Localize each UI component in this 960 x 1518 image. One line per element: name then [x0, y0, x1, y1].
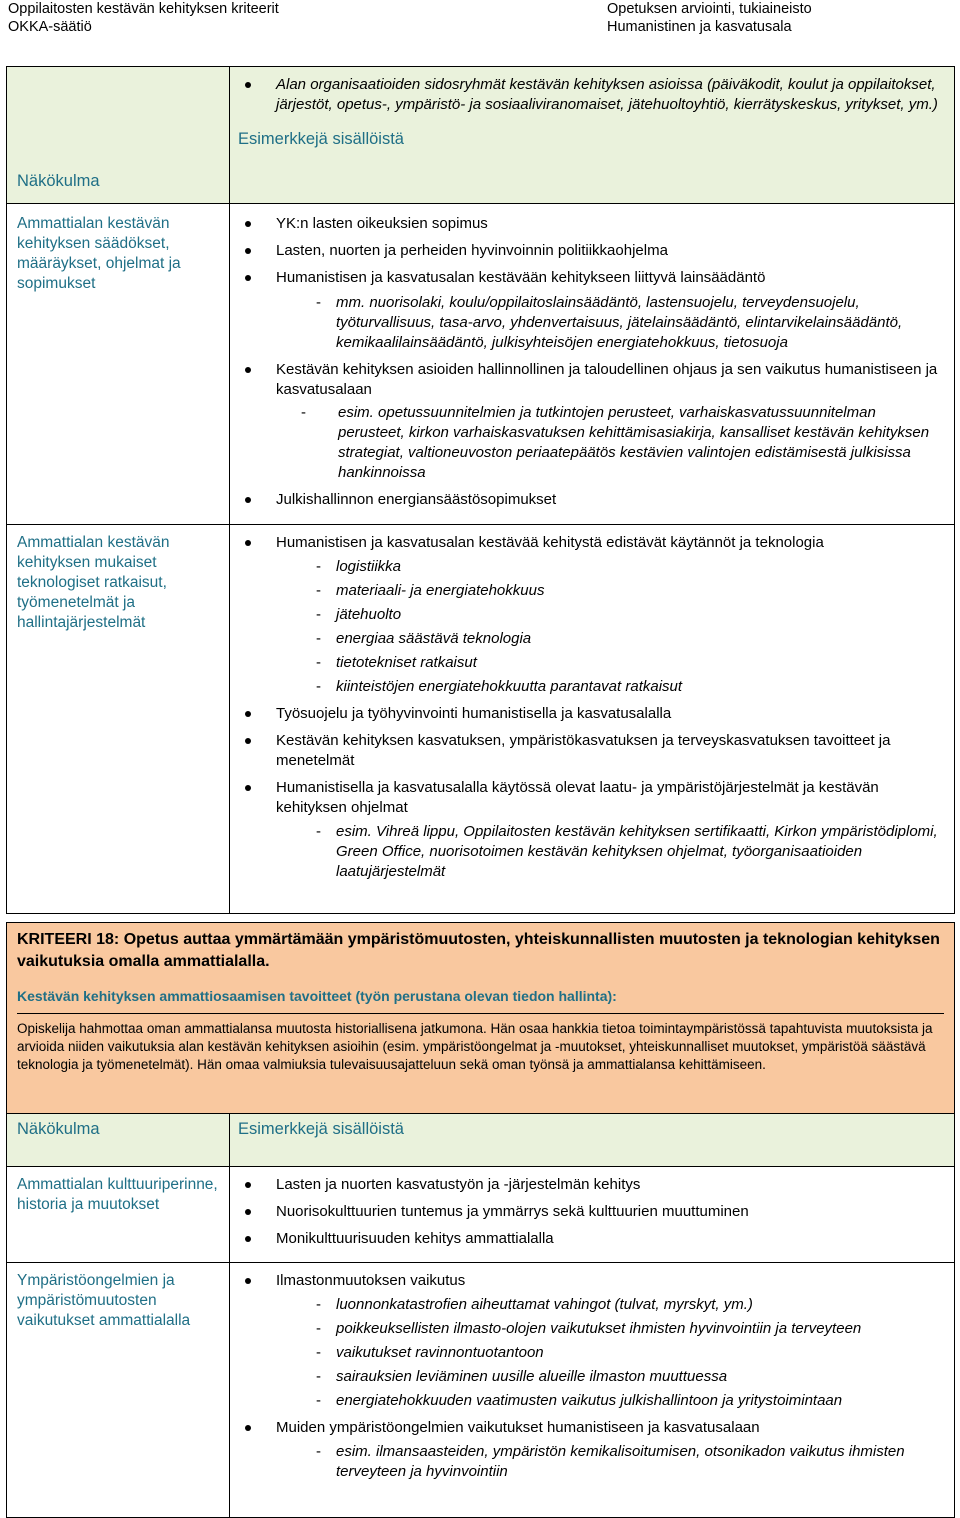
table-row	[7, 204, 955, 525]
sub-list	[276, 403, 944, 483]
list-item	[238, 268, 944, 353]
aspect-cell: Ammattialan kestävän kehityksen mukaiset teknologiset ratkaisut, työmenetelmät ja hallintajärjestelmät	[7, 525, 230, 914]
examples-cell	[230, 204, 955, 525]
table-header-row	[7, 67, 955, 204]
sub-list-item: - poikkeuksellisten ilmasto-olojen vaikutukset ihmisten hyvinvointiin ja terveyteen	[276, 1319, 944, 1339]
list-item	[238, 1271, 944, 1411]
column-header-examples: Esimerkkejä sisällöistä	[238, 130, 404, 148]
header-organization: OKKA-säätiö	[8, 19, 92, 35]
examples-cell	[230, 1263, 955, 1518]
criterion-18-table	[6, 922, 955, 1518]
list-item: Kestävän kehityksen kasvatuksen, ympäristökasvatuksen ja terveyskasvatuksen tavoitteet ja menetelmät	[238, 731, 944, 771]
examples-list	[238, 533, 944, 882]
stakeholder-list	[238, 75, 944, 115]
header-field: Humanistinen ja kasvatusala	[607, 19, 792, 35]
sub-list	[276, 293, 944, 353]
list-item: Alan organisaatioiden sidosryhmät kestävän kehityksen asioissa (päiväkodit, koulut ja oppilaitokset, järjestöt, opetus-, ympäristö- ja sosiaaliviranomaiset, jätehuoltoyhtiö, kierrätyskeskus, yritykset, ym.)	[238, 75, 944, 115]
examples-cell	[230, 525, 955, 914]
sub-list-item: - kiinteistöjen energiatehokkuutta parantavat ratkaisut	[276, 677, 944, 697]
aspect-cell: Ammattialan kulttuuriperinne, historia ja muutokset	[7, 1167, 230, 1263]
list-item: Työsuojelu ja työhyvinvointi humanistisella ja kasvatusalalla	[238, 704, 944, 724]
table-header-row	[7, 1114, 955, 1167]
list-item	[238, 360, 944, 483]
header-cell-examples	[230, 67, 955, 204]
sub-list	[276, 1442, 944, 1482]
sub-list-item: - jätehuolto	[276, 605, 944, 625]
list-item-text: Muiden ympäristöongelmien vaikutukset humanistiseen ja kasvatusalaan	[276, 1419, 760, 1436]
aspect-cell: Ympäristöongelmien ja ympäristömuutosten vaikutukset ammattialalla	[7, 1263, 230, 1518]
list-item-text: Ilmastonmuutoksen vaikutus	[276, 1272, 466, 1289]
criterion-title: KRITEERI 18: Opetus auttaa ymmärtämään ympäristömuutosten, yhteiskunnallisten muutosten ja teknologian kehityksen vaikutuksia omalla ammattialalla.	[17, 931, 940, 970]
sub-list-item: - luonnonkatastrofien aiheuttamat vahingot (tulvat, myrskyt, ym.)	[276, 1295, 944, 1315]
sub-list	[276, 1295, 944, 1411]
table-row	[7, 525, 955, 914]
page-header-right	[607, 0, 812, 36]
sub-list-item: - energiatehokkuuden vaatimusten vaikutus julkishallintoon ja yritystoimintaan	[276, 1391, 944, 1411]
header-document-title: Oppilaitosten kestävän kehityksen kriteerit	[8, 1, 279, 17]
examples-list	[238, 1175, 944, 1249]
examples-cell	[230, 1167, 955, 1263]
list-item: Lasten, nuorten ja perheiden hyvinvoinnin politiikkaohjelma	[238, 241, 944, 261]
column-header-aspect: Näkökulma	[17, 1120, 100, 1138]
criteria-table-continued	[6, 66, 955, 914]
list-item	[238, 778, 944, 882]
list-item-text: Humanistisen ja kasvatusalan kestävää kehitystä edistävät käytännöt ja teknologia	[276, 534, 824, 551]
table-row	[7, 1167, 955, 1263]
list-item: YK:n lasten oikeuksien sopimus	[238, 214, 944, 234]
header-cell-aspect	[7, 67, 230, 204]
column-header-aspect: Näkökulma	[17, 172, 100, 190]
list-item-text: Humanistisella ja kasvatusalalla käytössä olevat laatu- ja ympäristöjärjestelmät ja kestävän kehityksen ohjelmat	[276, 779, 879, 816]
header-cell-examples	[230, 1114, 955, 1167]
header-cell-aspect	[7, 1114, 230, 1167]
sub-list-item: - mm. nuorisolaki, koulu/oppilaitoslainsäädäntö, lastensuojelu, terveydensuojelu, työturvallisuus, tasa-arvo, yhdenvertaisuus, jätelainsäädäntö, elintarvikelainsäädäntö, kemikaalilainsäädäntö, julkisyhteisöjen energiatehokkuus, tietosuoja	[276, 293, 944, 353]
header-material-type: Opetuksen arviointi, tukiaineisto	[607, 1, 812, 17]
sub-list-item: - logistiikka	[276, 557, 944, 577]
list-item	[238, 1418, 944, 1482]
sub-list	[276, 557, 944, 697]
sub-list	[276, 822, 944, 882]
sub-list-item: - esim. ilmansaasteiden, ympäristön kemikalisoitumisen, otsonikadon vaikutus ihmisten terveyteen ja hyvinvointiin	[276, 1442, 944, 1482]
criterion-box	[7, 923, 955, 1114]
examples-list	[238, 214, 944, 510]
sub-list-item: - vaikutukset ravinnontuotantoon	[276, 1343, 944, 1363]
sub-list-item: - tietotekniset ratkaisut	[276, 653, 944, 673]
sub-list-item: - materiaali- ja energiatehokkuus	[276, 581, 944, 601]
list-item-text: Humanistisen ja kasvatusalan kestävään kehitykseen liittyvä lainsäädäntö	[276, 269, 766, 286]
table-row	[7, 1263, 955, 1518]
sub-list-item: - sairauksien leviäminen uusille alueille ilmaston muuttuessa	[276, 1367, 944, 1387]
list-item-text: Kestävän kehityksen asioiden hallinnollinen ja taloudellinen ohjaus ja sen vaikutus humanistiseen ja kasvatusalaan	[276, 361, 938, 398]
aspect-cell: Ammattialan kestävän kehityksen säädökset, määräykset, ohjelmat ja sopimukset	[7, 204, 230, 525]
examples-list	[238, 1271, 944, 1482]
column-header-examples: Esimerkkejä sisällöistä	[238, 1120, 404, 1138]
list-item: Lasten ja nuorten kasvatustyön ja -järjestelmän kehitys	[238, 1175, 944, 1195]
sub-list-item: - esim. Vihreä lippu, Oppilaitosten kestävän kehityksen sertifikaatti, Kirkon ympäristödiplomi, Green Office, nuorisotoimen kestävän kehityksen ohjelmat, työorganisaatioiden laatujärjestelmät	[276, 822, 944, 882]
list-item	[238, 533, 944, 697]
sub-list-item: - energiaa säästävä teknologia	[276, 629, 944, 649]
criterion-header-row	[7, 923, 955, 1114]
list-item: Monikulttuurisuuden kehitys ammattialalla	[238, 1229, 944, 1249]
criterion-description: Opiskelija hahmottaa oman ammattialansa muutosta historiallisena jatkumona. Hän osaa hankkia tietoa toimintaympäristössä tapahtuvista muutoksista ja arvioida niiden vaikutuksia alan kestävän kehityksen asioihin (esim. ympäristöongelmat ja -muutokset, yhteiskunnalliset muutokset, ympäristöä säästävä teknologia ja työmenetelmät). Hän omaa valmiuksia tulevaisuusajatteluun sekä oman työnsä ja ammattialansa kehittämiseen.	[17, 1013, 944, 1074]
sub-list-item: - esim. opetussuunnitelmien ja tutkintojen perusteet, varhaiskasvatussuunnitelman perusteet, kirkon varhaiskasvatuksen kehittämisasiakirja, kansalliset kestävän kehityksen strategiat, valtioneuvoston periaatepäätös kestävien valintojen edistämisestä julkisissa hankinnoissa	[276, 403, 944, 483]
page-header-left	[8, 0, 279, 36]
list-item: Julkishallinnon energiansäästösopimukset	[238, 490, 944, 510]
list-item: Nuorisokulttuurien tuntemus ja ymmärrys sekä kulttuurien muuttuminen	[238, 1202, 944, 1222]
criterion-subtitle: Kestävän kehityksen ammattiosaamisen tavoitteet (työn perustana olevan tiedon hallinta):	[17, 988, 617, 1004]
